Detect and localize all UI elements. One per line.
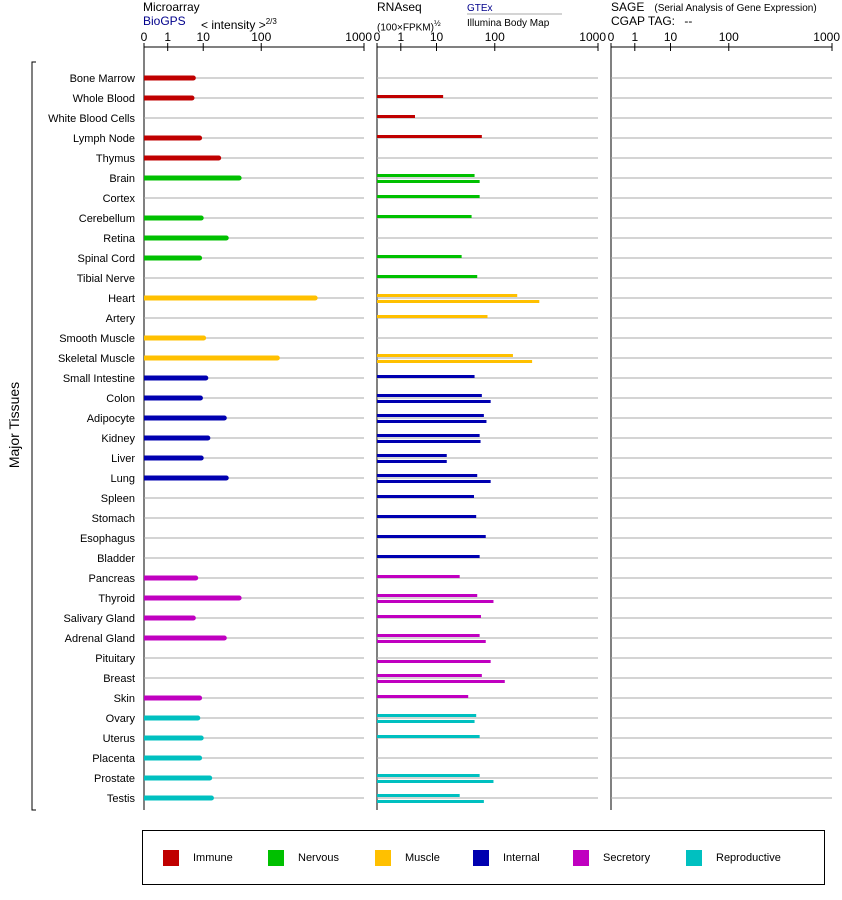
microarray-bar-cap <box>201 336 206 341</box>
rnaseq-gtex-bar <box>377 474 477 477</box>
microarray-bar <box>144 396 200 401</box>
rnaseq-unit-label: (100×FPKM)$^{\frac{1}{2}}$ <box>377 19 441 34</box>
sage-tick-label: 0 <box>607 30 615 44</box>
rnaseq-illumina-bar <box>377 180 480 183</box>
rnaseq-gtex-bar <box>377 695 468 698</box>
microarray-bar-cap <box>197 136 202 141</box>
microarray-bar-cap <box>207 776 212 781</box>
sage-tag-label: CGAP TAG: -- <box>611 14 693 28</box>
rnaseq-title: RNAseq <box>377 0 422 14</box>
microarray-bar-cap <box>197 696 202 701</box>
rnaseq-illumina-bar <box>377 800 484 803</box>
tissue-label: Pituitary <box>95 653 135 665</box>
microarray-tick-label: 0 <box>140 30 148 44</box>
rnaseq-gtex-bar <box>377 135 482 138</box>
microarray-bar-cap <box>193 576 198 581</box>
microarray-bar-cap <box>199 456 204 461</box>
microarray-bar <box>144 436 208 441</box>
microarray-bar <box>144 216 201 221</box>
microarray-bar <box>144 76 193 81</box>
microarray-tick-label: 1 <box>164 30 172 44</box>
sage-tick-label: 1 <box>631 30 639 44</box>
microarray-bar-cap <box>203 376 208 381</box>
microarray-bar <box>144 796 211 801</box>
tissue-label: Bone Marrow <box>69 73 135 85</box>
rnaseq-gtex-bar <box>377 115 415 118</box>
rnaseq-tick-label: 1 <box>397 30 405 44</box>
microarray-bar <box>144 636 224 641</box>
microarray-bar <box>144 476 226 481</box>
sage-title: SAGE (Serial Analysis of Gene Expression) <box>611 0 817 14</box>
microarray-scale-label: < intensity >$^{2/3}$ <box>201 17 277 32</box>
rnaseq-illumina-bar <box>377 460 447 463</box>
legend-label: Immune <box>193 852 233 864</box>
major-tissues-label: Major Tissues <box>6 381 22 469</box>
rnaseq-gtex-bar <box>377 454 447 457</box>
rnaseq-gtex-bar <box>377 714 476 717</box>
rnaseq-gtex-bar <box>377 275 477 278</box>
rnaseq-illumina-bar <box>377 780 493 783</box>
tissue-label: Liver <box>111 453 135 465</box>
tissue-label: Bladder <box>97 553 135 565</box>
rnaseq-gtex-bar <box>377 495 474 498</box>
rnaseq-gtex-bar <box>377 414 484 417</box>
microarray-bar-cap <box>313 296 318 301</box>
tissue-label: Spinal Cord <box>77 253 135 265</box>
rnaseq-illumina-bar <box>377 300 539 303</box>
legend-swatch <box>163 850 179 866</box>
tissue-label: Thymus <box>95 153 135 165</box>
microarray-bar-cap <box>191 616 196 621</box>
legend-label: Nervous <box>298 852 339 864</box>
microarray-bar-cap <box>189 96 194 101</box>
tissue-label: Retina <box>103 233 135 245</box>
rnaseq-gtex-bar <box>377 735 480 738</box>
microarray-bar-cap <box>191 76 196 81</box>
rnaseq-gtex-bar <box>377 174 475 177</box>
tissue-label: Smooth Muscle <box>59 333 135 345</box>
legend-label: Secretory <box>603 852 651 864</box>
microarray-bar <box>144 716 198 721</box>
legend-label: Muscle <box>405 852 440 864</box>
microarray-bar <box>144 236 226 241</box>
rnaseq-gtex-bar <box>377 95 443 98</box>
microarray-tick-label: 1000 <box>345 30 372 44</box>
sage-tick-label: 10 <box>663 30 678 44</box>
legend <box>142 830 825 885</box>
tissue-label: Lung <box>110 473 135 485</box>
legend-swatch <box>473 850 489 866</box>
microarray-bar-cap <box>197 756 202 761</box>
rnaseq-gtex-bar <box>377 215 472 218</box>
microarray-bar-cap <box>237 176 242 181</box>
rnaseq-tick-label: 1000 <box>579 30 606 44</box>
tissue-label: Placenta <box>92 753 135 765</box>
tissue-label: Heart <box>108 293 135 305</box>
rnaseq-gtex-bar <box>377 594 477 597</box>
microarray-bar <box>144 576 196 581</box>
microarray-bar <box>144 376 206 381</box>
tissue-label: Whole Blood <box>72 93 135 105</box>
tissue-label: Tibial Nerve <box>76 273 135 285</box>
rnaseq-illumina-bar <box>377 400 491 403</box>
microarray-bar-cap <box>198 396 203 401</box>
sage-tick-label: 100 <box>718 30 739 44</box>
rnaseq-gtex-bar <box>377 375 475 378</box>
tissue-label: Ovary <box>105 713 135 725</box>
tissue-label: Testis <box>106 793 135 805</box>
tissue-label: Small Intestine <box>62 373 135 385</box>
microarray-bar-cap <box>222 416 227 421</box>
tissue-label: Skin <box>113 693 135 705</box>
tissue-label: Prostate <box>94 773 135 785</box>
tissue-label: Pancreas <box>88 573 135 585</box>
microarray-bar <box>144 596 239 601</box>
microarray-bar <box>144 456 201 461</box>
rnaseq-illumina-bar <box>377 480 491 483</box>
legend-item-reproductive <box>686 849 781 867</box>
tissue-label: Kidney <box>101 433 135 445</box>
legend-label: Internal <box>503 852 540 864</box>
rnaseq-gtex-bar <box>377 674 482 677</box>
microarray-bar-cap <box>222 636 227 641</box>
rnaseq-illumina-bar <box>377 720 475 723</box>
microarray-bar <box>144 696 200 701</box>
tissue-label: Brain <box>109 173 135 185</box>
sage-tick-label: 1000 <box>813 30 840 44</box>
microarray-bar <box>144 776 210 781</box>
legend-item-immune <box>163 849 233 867</box>
legend-swatch <box>375 850 391 866</box>
rnaseq-gtex-bar <box>377 434 480 437</box>
tissues-bracket <box>32 62 36 810</box>
microarray-bar-cap <box>224 236 229 241</box>
legend-item-internal <box>473 849 540 867</box>
legend-label: Reproductive <box>716 852 781 864</box>
microarray-bar <box>144 256 200 261</box>
rnaseq-gtex-bar <box>377 515 476 518</box>
microarray-bar-cap <box>205 436 210 441</box>
legend-item-muscle <box>375 849 440 867</box>
microarray-bar-cap <box>209 796 214 801</box>
tissue-label: Artery <box>105 313 135 325</box>
tissue-label: Spleen <box>100 493 135 505</box>
tissue-label: Esophagus <box>79 533 135 545</box>
tissue-label: Uterus <box>102 733 135 745</box>
microarray-bar <box>144 736 201 741</box>
microarray-bar <box>144 336 204 341</box>
rnaseq-gtex-bar <box>377 195 480 198</box>
tissue-label: Cerebellum <box>78 213 135 225</box>
microarray-bar-cap <box>275 356 280 361</box>
rnaseq-gtex-bar <box>377 394 482 397</box>
microarray-source-link[interactable]: BioGPS <box>143 14 186 28</box>
microarray-bar <box>144 356 277 361</box>
legend-item-secretory <box>573 849 650 867</box>
tissue-label: Cortex <box>102 193 135 205</box>
rnaseq-tick-label: 10 <box>429 30 444 44</box>
microarray-tick-label: 100 <box>251 30 272 44</box>
rnaseq-tick-label: 0 <box>373 30 381 44</box>
rnaseq-illumina-bar <box>377 360 532 363</box>
rnaseq-tick-label: 100 <box>484 30 505 44</box>
microarray-bar-cap <box>199 216 204 221</box>
microarray-bar-cap <box>237 596 242 601</box>
legend-item-nervous <box>268 849 339 867</box>
microarray-bar <box>144 136 200 141</box>
legend-swatch <box>686 850 702 866</box>
rnaseq-illumina-bar <box>377 420 486 423</box>
microarray-bar <box>144 416 224 421</box>
tissue-label: Salivary Gland <box>63 613 135 625</box>
microarray-bar-cap <box>195 716 200 721</box>
tissue-label: Adrenal Gland <box>64 633 135 645</box>
rnaseq-illumina-bar <box>377 600 493 603</box>
rnaseq-gtex-bar <box>377 794 460 797</box>
microarray-bar-cap <box>197 256 202 261</box>
tissue-label: Breast <box>103 673 135 685</box>
rnaseq-gtex-bar <box>377 575 460 578</box>
rnaseq-gtex-bar <box>377 315 487 318</box>
rnaseq-illumina-bar <box>377 640 486 643</box>
tissue-label: Lymph Node <box>73 133 135 145</box>
rnaseq-gtex-bar <box>377 615 481 618</box>
rnaseq-gtex-bar <box>377 634 480 637</box>
tissue-label: Thyroid <box>98 593 135 605</box>
microarray-bar <box>144 616 193 621</box>
rnaseq-gtex-bar <box>377 555 480 558</box>
rnaseq-illumina-bar <box>377 440 481 443</box>
microarray-bar <box>144 176 239 181</box>
microarray-title: Microarray <box>143 0 200 14</box>
legend-swatch <box>268 850 284 866</box>
tissue-label: White Blood Cells <box>48 113 135 125</box>
microarray-bar-cap <box>216 156 221 161</box>
microarray-bar <box>144 96 192 101</box>
rnaseq-gtex-bar <box>377 294 517 297</box>
microarray-tick-label: 10 <box>196 30 210 44</box>
rnaseq-gtex-bar <box>377 354 513 357</box>
microarray-bar <box>144 296 315 301</box>
tissue-label: Colon <box>106 393 135 405</box>
rnaseq-illumina-bar <box>377 660 491 663</box>
rnaseq-gtex-bar <box>377 535 486 538</box>
rnaseq-gtex-bar <box>377 255 462 258</box>
rnaseq-illumina-bar <box>377 680 505 683</box>
sage-subtitle: (Serial Analysis of Gene Expression) <box>654 3 817 14</box>
rnaseq-gtex-bar <box>377 774 480 777</box>
tissue-label: Skeletal Muscle <box>57 353 135 365</box>
microarray-bar <box>144 156 219 161</box>
microarray-bar <box>144 756 200 761</box>
microarray-bar-cap <box>224 476 229 481</box>
tissue-label: Adipocyte <box>86 413 135 425</box>
illumina-source-label: Illumina Body Map <box>467 18 550 29</box>
tissue-label: Stomach <box>91 513 135 525</box>
gtex-source-link[interactable]: GTEx <box>467 3 493 14</box>
microarray-bar-cap <box>199 736 204 741</box>
legend-swatch <box>573 850 589 866</box>
